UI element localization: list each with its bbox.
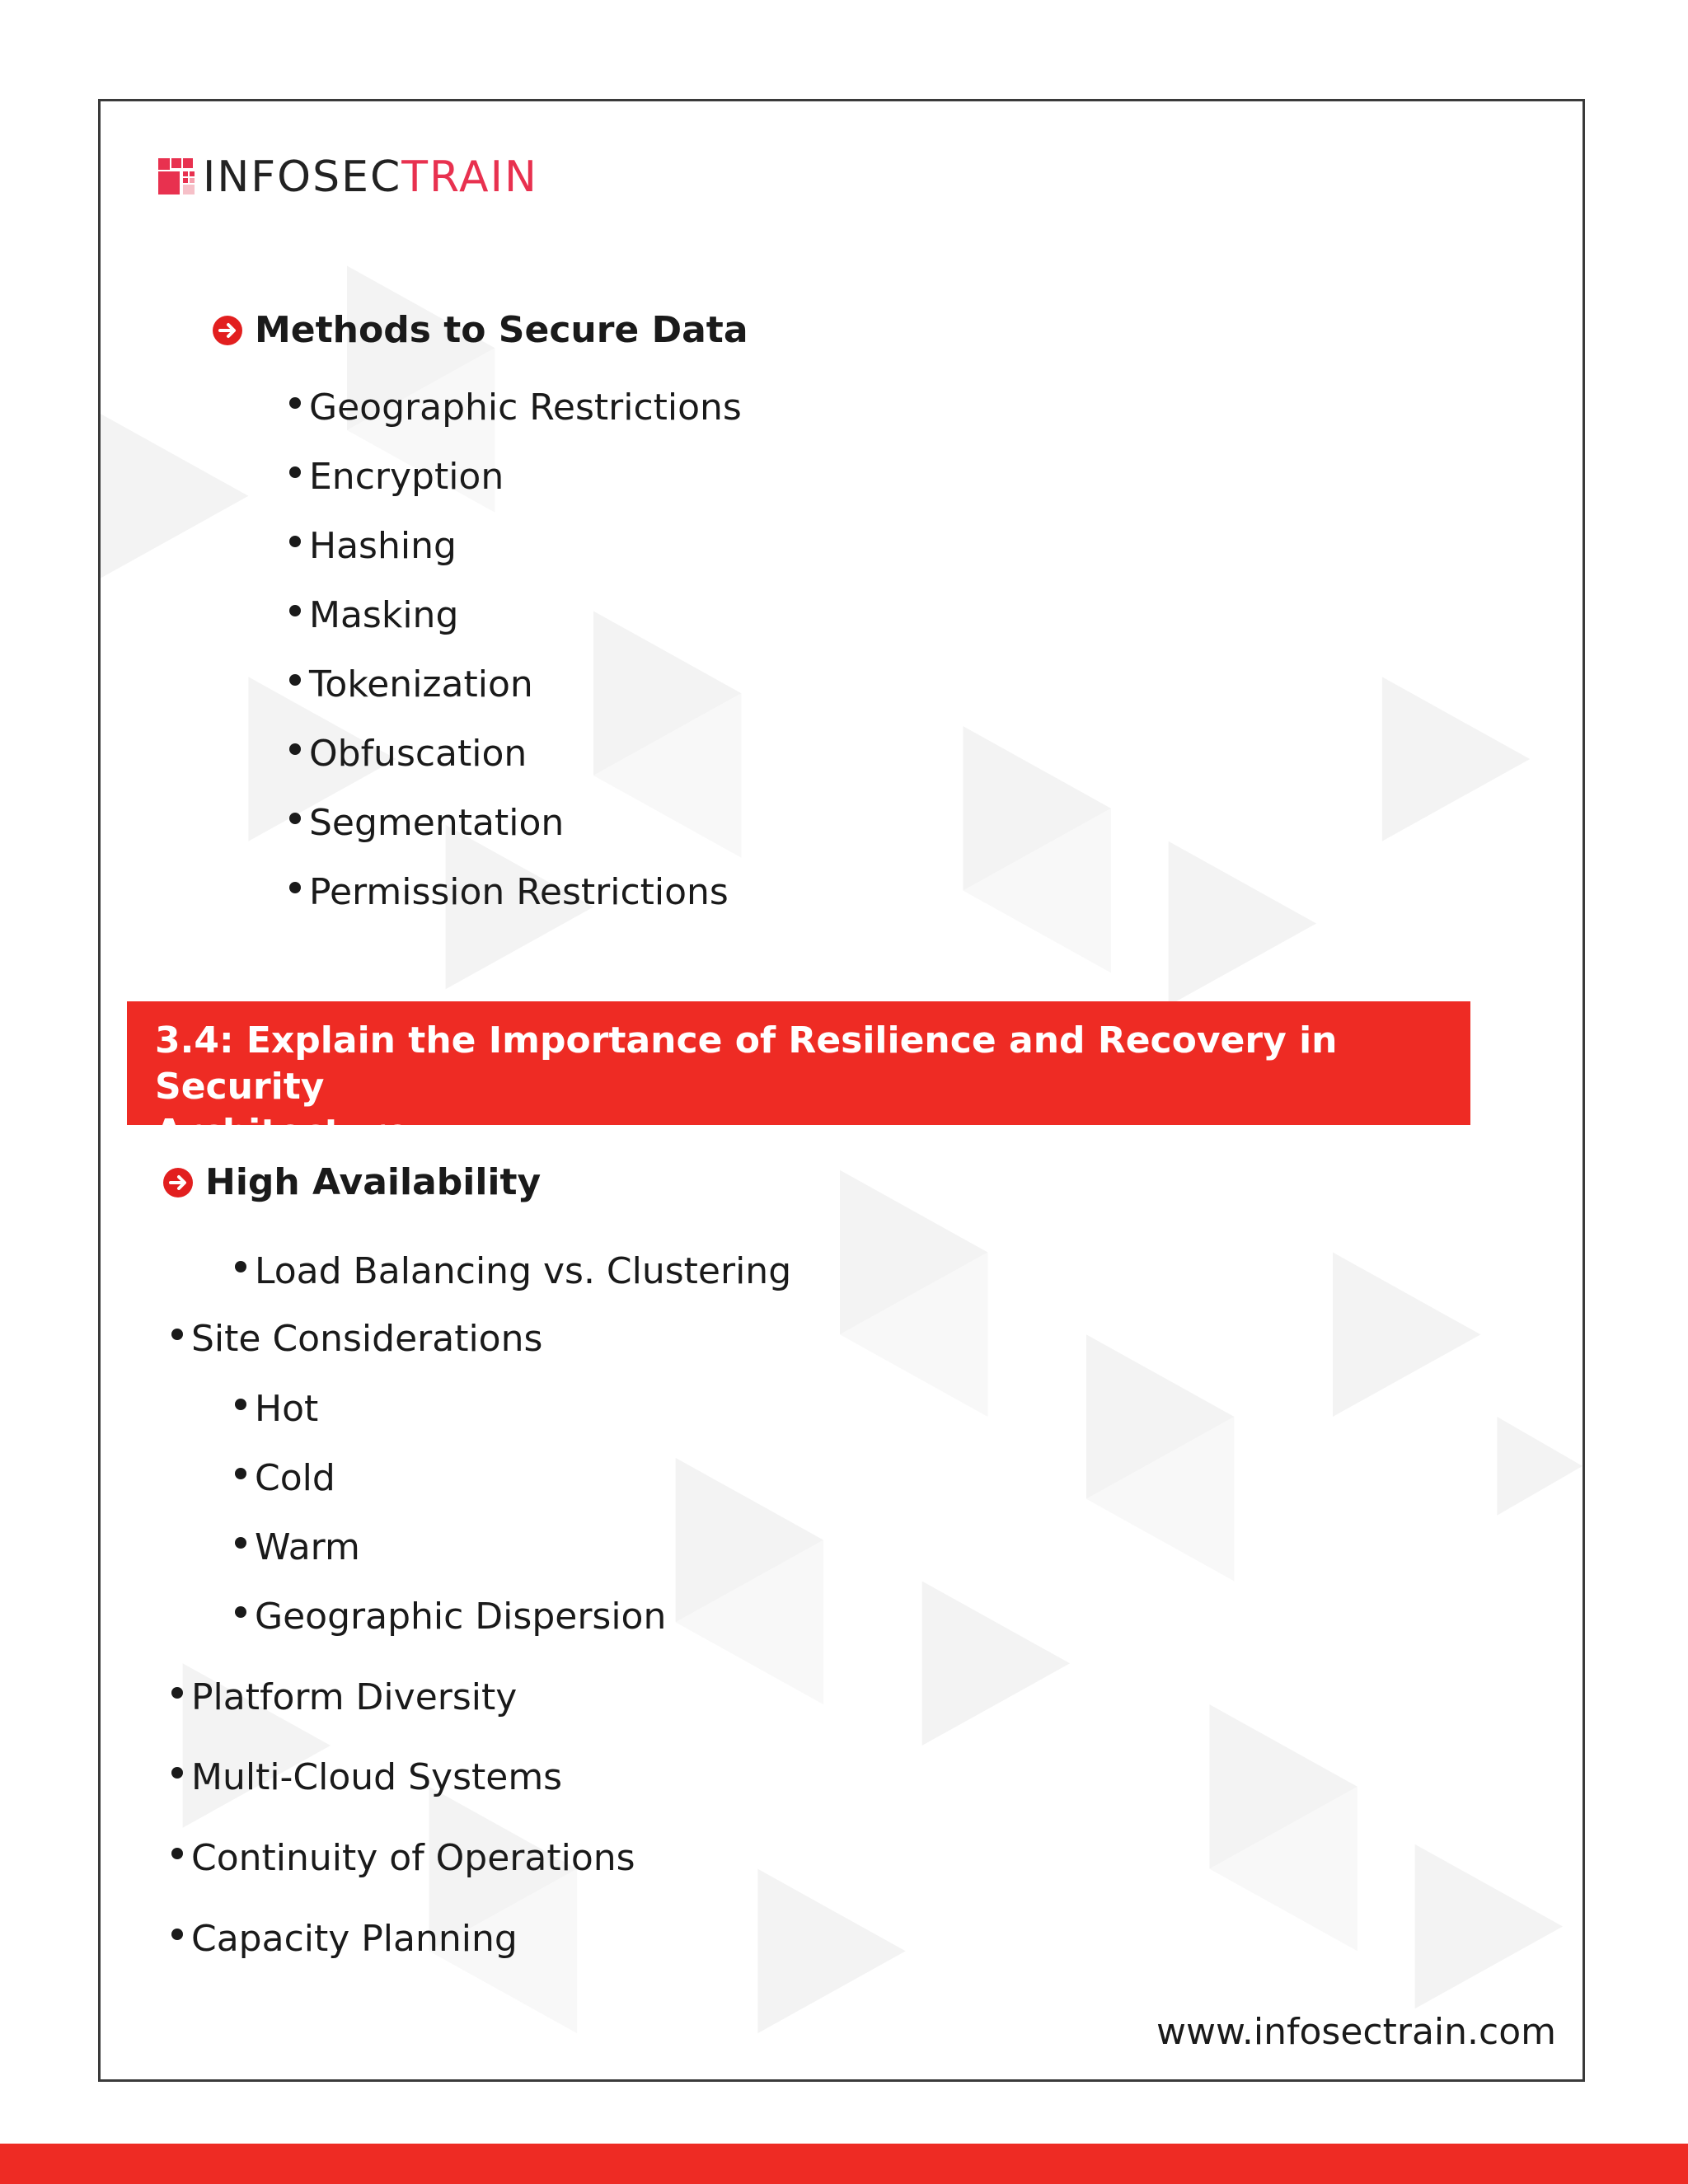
logo-grid-icon (158, 158, 195, 196)
bullet-dot (289, 605, 301, 616)
list-item: Geographic Dispersion (235, 1596, 666, 1638)
list-item: Encryption (289, 456, 504, 498)
banner-title-line2: Architecture (155, 1112, 410, 1154)
footer-website-link[interactable]: www.infosectrain.com (1156, 2011, 1556, 2053)
list-item: Geographic Restrictions (289, 387, 742, 429)
list-item: Multi-Cloud Systems (171, 1756, 562, 1798)
bullet-dot (171, 1848, 183, 1859)
bullet-dot (289, 882, 301, 893)
bullet-dot (289, 536, 301, 547)
list-item: Platform Diversity (171, 1676, 517, 1718)
list-item: Site Considerations (171, 1318, 542, 1360)
section-heading-text: High Availability (205, 1161, 542, 1203)
bullet-dot (289, 674, 301, 686)
list-item: Tokenization (289, 663, 533, 705)
bullet-dot (289, 466, 301, 478)
arrow-circle-icon (162, 1167, 194, 1198)
bullet-dot (289, 743, 301, 755)
bullet-dot (235, 1537, 246, 1549)
list-item: Cold (235, 1457, 335, 1499)
section-heading-secure-data (212, 309, 748, 351)
list-item: Obfuscation (289, 733, 527, 775)
bullet-dot (171, 1929, 183, 1940)
list-item: Hot (235, 1388, 318, 1430)
logo-text-train: TRAIN (401, 152, 538, 202)
bottom-accent-bar (0, 2144, 1688, 2184)
list-item: Segmentation (289, 802, 564, 844)
section-heading-text: Methods to Secure Data (255, 309, 748, 351)
list-item: Load Balancing vs. Clustering (235, 1250, 791, 1292)
infosectrain-logo (158, 152, 538, 202)
logo-text-infosec: INFOSEC (203, 152, 402, 202)
list-item: Continuity of Operations (171, 1837, 635, 1879)
bullet-dot (235, 1399, 246, 1410)
section-banner (127, 1001, 1470, 1154)
bullet-dot (289, 813, 301, 824)
bullet-dot (235, 1606, 246, 1618)
section-heading-high-availability (162, 1161, 541, 1203)
page-frame (98, 99, 1585, 2082)
bullet-dot (171, 1329, 183, 1340)
bullet-dot (289, 397, 301, 409)
bullet-dot (235, 1261, 246, 1272)
bullet-dot (171, 1767, 183, 1779)
bullet-dot (171, 1687, 183, 1699)
banner-title-line1: 3.4: Explain the Importance of Resilience and Recovery in Security (155, 1019, 1338, 1108)
bullet-dot (235, 1468, 246, 1479)
list-item: Masking (289, 594, 458, 636)
list-item: Capacity Planning (171, 1918, 518, 1960)
list-item: Warm (235, 1526, 360, 1568)
arrow-circle-icon (212, 315, 243, 346)
list-item: Permission Restrictions (289, 871, 729, 913)
list-item: Hashing (289, 525, 457, 567)
